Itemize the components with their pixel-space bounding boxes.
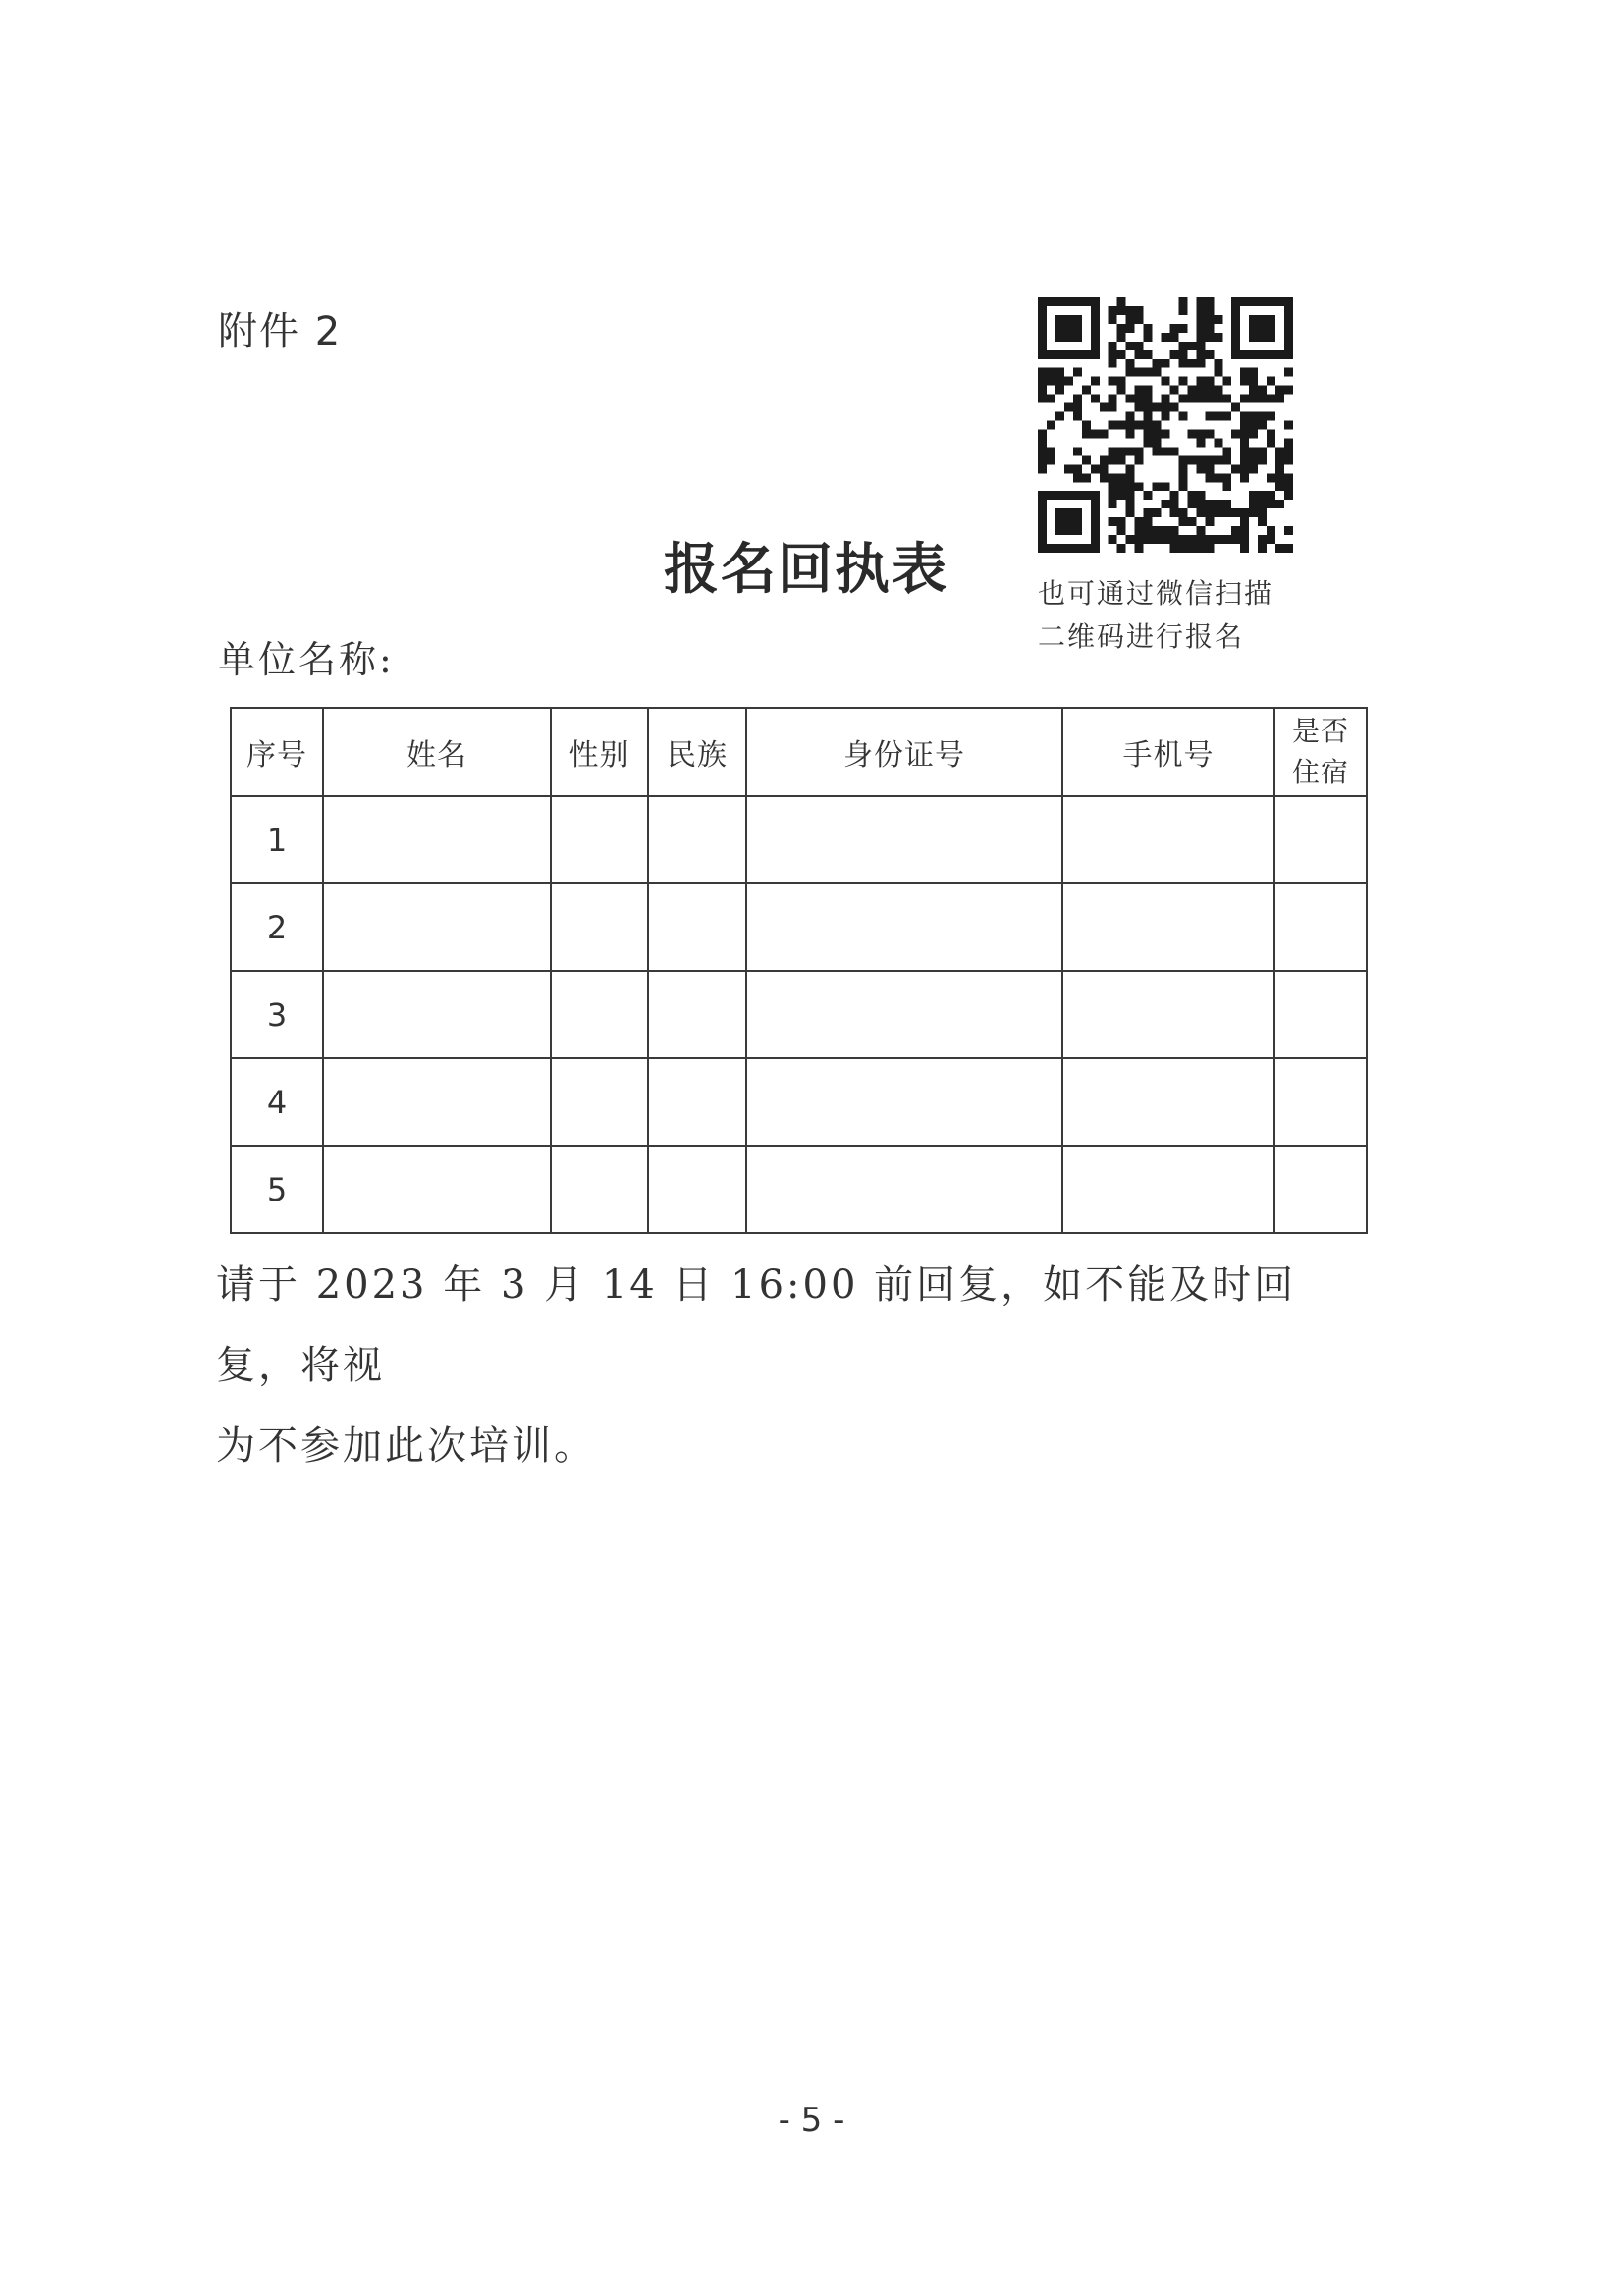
cell-index: 4 [231, 1058, 323, 1146]
table-row [231, 1058, 1367, 1146]
table-header-row [231, 708, 1367, 796]
cell-gender[interactable] [551, 1058, 648, 1146]
header-ethnicity: 民族 [648, 708, 746, 796]
qr-caption-line: 二维码进行报名 [1038, 620, 1245, 653]
table-row [231, 796, 1367, 883]
header-lodging-line: 是否 [1291, 715, 1349, 747]
header-lodging-line: 住宿 [1291, 756, 1349, 788]
cell-index: 5 [231, 1146, 323, 1233]
page-number: - 5 - [778, 2101, 845, 2140]
reply-notice-line: 请于 2023 年 3 月 14 日 16:00 前回复，如不能及时回复，将视 [216, 1262, 1297, 1388]
cell-id-number[interactable] [746, 796, 1062, 883]
cell-id-number[interactable] [746, 883, 1062, 971]
cell-phone[interactable] [1062, 971, 1274, 1058]
qr-caption-line: 也可通过微信扫描 [1038, 577, 1274, 610]
cell-gender[interactable] [551, 1146, 648, 1233]
header-id-number: 身份证号 [746, 708, 1062, 796]
header-lodging [1274, 708, 1367, 796]
cell-index: 1 [231, 796, 323, 883]
cell-id-number[interactable] [746, 1146, 1062, 1233]
header-phone: 手机号 [1062, 708, 1274, 796]
qr-caption [1038, 572, 1323, 659]
reply-notice-line: 为不参加此次培训。 [216, 1423, 596, 1468]
cell-index: 2 [231, 883, 323, 971]
header-name: 姓名 [323, 708, 551, 796]
cell-index: 3 [231, 971, 323, 1058]
cell-ethnicity[interactable] [648, 883, 746, 971]
cell-gender[interactable] [551, 796, 648, 883]
cell-phone[interactable] [1062, 1146, 1274, 1233]
cell-lodging[interactable] [1274, 1058, 1367, 1146]
cell-name[interactable] [323, 1058, 551, 1146]
cell-name[interactable] [323, 883, 551, 971]
page-title: 报名回执表 [664, 537, 948, 602]
cell-lodging[interactable] [1274, 1146, 1367, 1233]
cell-gender[interactable] [551, 883, 648, 971]
cell-id-number[interactable] [746, 1058, 1062, 1146]
cell-gender[interactable] [551, 971, 648, 1058]
cell-name[interactable] [323, 971, 551, 1058]
table-row [231, 971, 1367, 1058]
cell-phone[interactable] [1062, 1058, 1274, 1146]
qr-code-block [1038, 297, 1293, 659]
cell-name[interactable] [323, 1146, 551, 1233]
qr-code-icon[interactable] [1038, 297, 1293, 553]
cell-ethnicity[interactable] [648, 1058, 746, 1146]
cell-ethnicity[interactable] [648, 971, 746, 1058]
cell-lodging[interactable] [1274, 971, 1367, 1058]
unit-name-label: 单位名称: [218, 638, 395, 681]
cell-id-number[interactable] [746, 971, 1062, 1058]
table-row [231, 1146, 1367, 1233]
header-index: 序号 [231, 708, 323, 796]
registration-table [230, 707, 1368, 1234]
header-gender: 性别 [551, 708, 648, 796]
cell-name[interactable] [323, 796, 551, 883]
cell-lodging[interactable] [1274, 796, 1367, 883]
attachment-label: 附件 2 [218, 309, 343, 354]
table-row [231, 883, 1367, 971]
cell-lodging[interactable] [1274, 883, 1367, 971]
reply-notice [216, 1245, 1375, 1486]
cell-ethnicity[interactable] [648, 1146, 746, 1233]
cell-phone[interactable] [1062, 796, 1274, 883]
cell-ethnicity[interactable] [648, 796, 746, 883]
cell-phone[interactable] [1062, 883, 1274, 971]
